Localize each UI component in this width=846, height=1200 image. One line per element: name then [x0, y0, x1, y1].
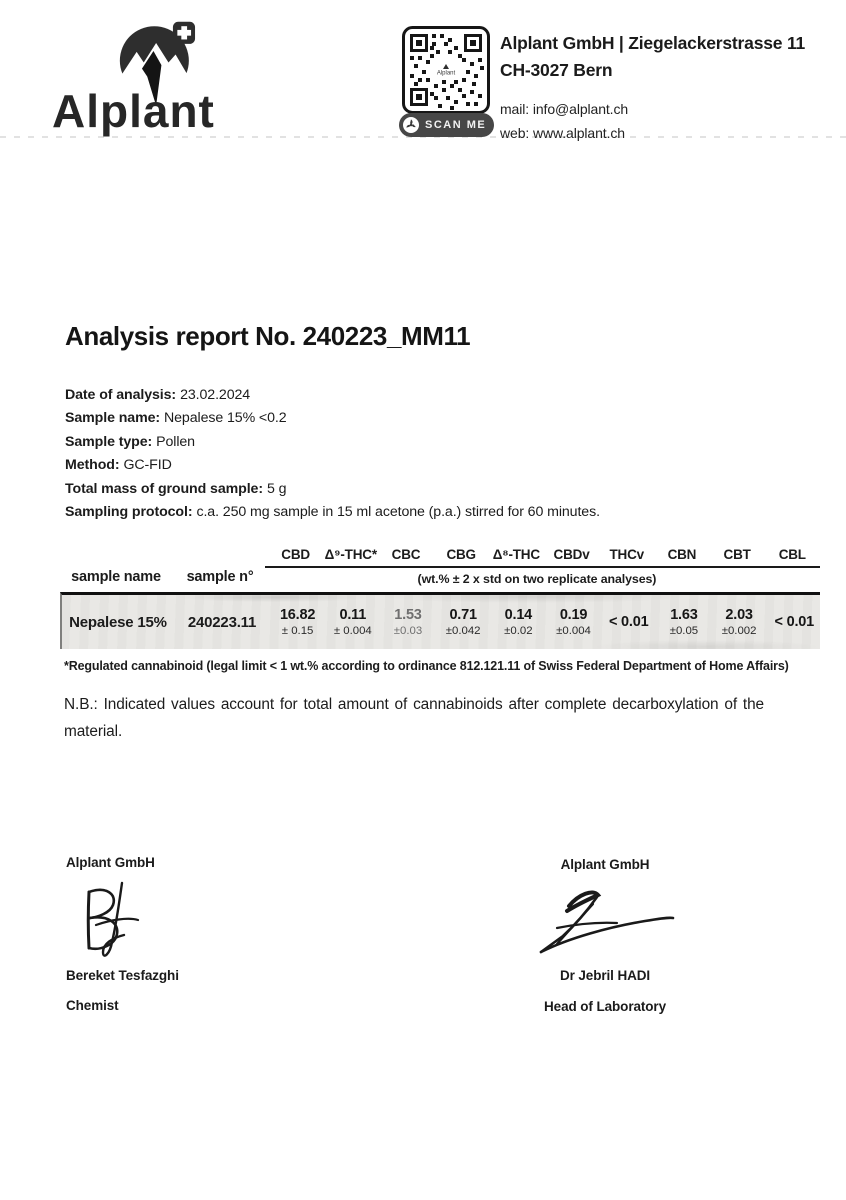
detail-label: Sample type:	[65, 433, 153, 450]
scan-me-label: SCAN ME	[425, 119, 487, 131]
company-city: CH-3027 Bern	[500, 60, 613, 80]
detail-label: Method:	[65, 457, 120, 474]
results-table	[60, 544, 820, 649]
cell-d8thc: 0.14 ±0.02	[504, 607, 533, 637]
signature-right-name: Dr Jebril HADI	[559, 968, 651, 983]
qr-code	[402, 26, 490, 114]
detail-value: 5 g	[266, 480, 287, 497]
cell-sample-no: 240223.11	[187, 613, 257, 631]
column-header-d8thc: Δ⁸-THC	[492, 547, 540, 562]
column-header-cbg: CBG	[446, 547, 476, 562]
detail-label: Sampling protocol:	[65, 504, 193, 521]
cell-d9thc: 0.11 ± 0.004	[333, 607, 372, 637]
logo-wordmark: Alplant	[52, 85, 215, 137]
cell-cbn: 1.63 ±0.05	[669, 607, 699, 637]
column-header-cbd: CBD	[281, 547, 310, 562]
cell-cbdv: 0.19 ±0.004	[556, 607, 591, 637]
detail-value: Nepalese 15% <0.2	[164, 410, 287, 427]
detail-value: GC-FID	[123, 457, 172, 474]
detail-value: c.a. 250 mg sample in 15 ml acetone (p.a.) stirred for 60 minutes.	[196, 504, 600, 521]
cell-cbl: < 0.01	[774, 614, 815, 630]
shutter-icon	[402, 116, 420, 134]
cell-thcv: < 0.01	[608, 614, 649, 630]
signature-left-image	[76, 880, 144, 964]
table-row	[60, 592, 820, 649]
scan-me-badge	[399, 113, 494, 137]
cell-cbg: 0.71 ±0.042	[445, 607, 481, 637]
nb-note: N.B.: Indicated values account for total amount of cannabinoids after complete decarboxylation of the material.	[64, 696, 764, 740]
report-details	[65, 384, 600, 524]
signature-left-role: Chemist	[66, 998, 119, 1013]
signature-right-image	[527, 884, 675, 958]
detail-row-method	[65, 454, 600, 477]
column-header-cbdv: CBDv	[553, 547, 590, 562]
detail-value: Pollen	[156, 433, 195, 450]
cell-sample-name: Nepalese 15%	[69, 613, 167, 631]
results-table-header	[60, 544, 820, 592]
column-header-cbl: CBL	[778, 547, 806, 562]
column-header-cbt: CBT	[723, 547, 751, 562]
detail-row-mass	[65, 478, 600, 501]
detail-label: Sample name:	[65, 410, 160, 427]
signature-right-company: Alplant GmbH	[560, 857, 650, 872]
qr-center-label: Alplant	[436, 70, 456, 77]
report-title: Analysis report No. 240223_MM11	[65, 321, 471, 351]
column-header-rule	[265, 566, 820, 568]
header-sample-no: sample n°	[186, 569, 254, 585]
detail-row-date	[65, 384, 600, 407]
company-name-address: Alplant GmbH | Ziegelackerstrasse 11	[500, 33, 806, 53]
detail-value: 23.02.2024	[180, 387, 251, 403]
column-header-d9thc: Δ⁹-THC*	[324, 547, 377, 562]
company-web: web: www.alplant.ch	[500, 125, 625, 141]
cell-cbd: 16.82 ± 0.15	[279, 607, 316, 637]
signature-left-company: Alplant GmbH	[66, 855, 155, 870]
column-header-thcv: THCv	[609, 547, 644, 562]
cell-cbt: 2.03 ±0.002	[721, 607, 757, 637]
company-address-block	[500, 30, 846, 145]
detail-row-sample-type	[65, 431, 600, 454]
column-header-cbc: CBC	[391, 547, 421, 562]
signature-left-name: Bereket Tesfazghi	[66, 968, 179, 983]
signature-right-role: Head of Laboratory	[544, 999, 666, 1014]
detail-label: Date of analysis:	[65, 387, 177, 403]
company-mail: mail: info@alplant.ch	[500, 101, 629, 117]
detail-row-sample-name	[65, 407, 600, 430]
column-header-cbn: CBN	[667, 547, 697, 562]
unit-note: (wt.% ± 2 x std on two replicate analyses)	[417, 572, 657, 586]
header-sample-name: sample name	[71, 569, 161, 585]
cell-cbc: 1.53 ±0.03	[393, 607, 423, 637]
detail-row-protocol	[65, 501, 600, 524]
detail-label: Total mass of ground sample:	[65, 480, 263, 497]
regulated-cannabinoid-footnote: *Regulated cannabinoid (legal limit < 1 wt.% according to ordinance 812.121.11 of Swiss Federal Department of Home Affairs)	[64, 659, 789, 673]
